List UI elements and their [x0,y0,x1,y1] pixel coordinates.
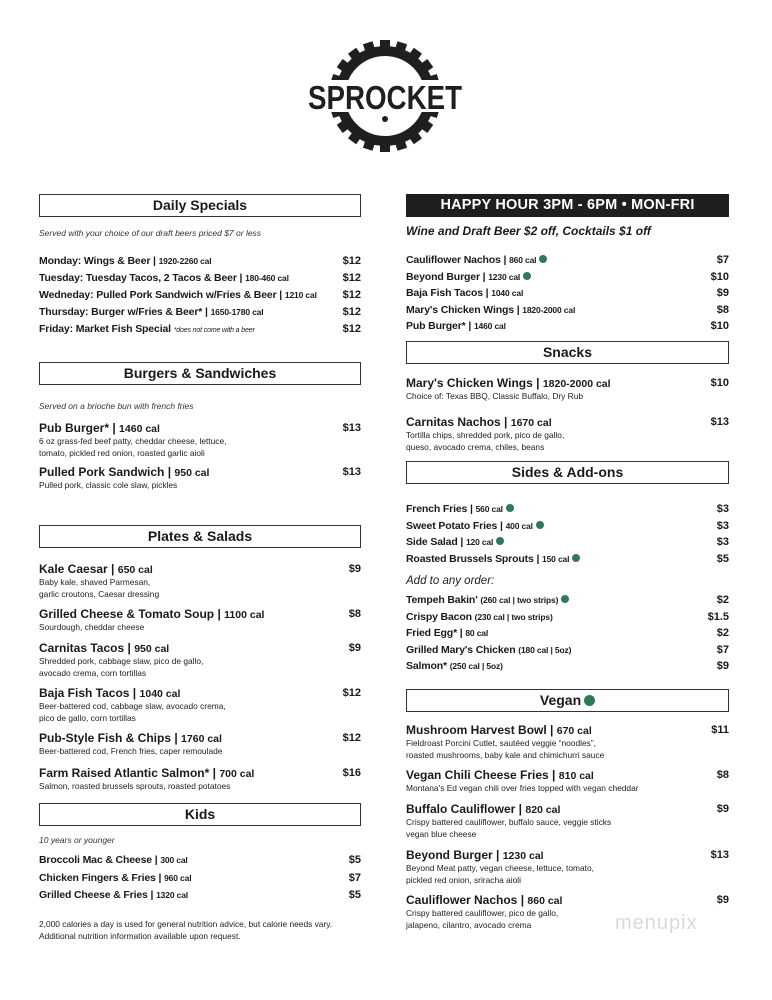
item-calories: 300 cal [160,855,188,865]
section-subtitle: Wine and Draft Beer $2 off, Cocktails $1 off [406,224,651,238]
item-title [406,502,695,516]
menu-item [406,848,729,886]
item-name: Thursday: Burger w/Fries & Beer* | [39,306,208,318]
item-title [39,853,327,867]
item-description: Salmon, roasted brussels sprouts, roasted potatoes [39,781,231,791]
section-subtitle: Served with your choice of our draft beers priced $7 or less [39,228,262,238]
item-price: $8 [716,769,729,781]
item-price: $12 [342,306,361,318]
section-subtitle: Add to any order: [406,575,495,587]
item-name: Tempeh Bakin' [406,594,478,606]
item-name: Sweet Potato Fries | [406,520,503,532]
item-price: $10 [710,320,729,332]
menu-item [406,643,729,657]
menu-item [406,768,729,795]
vegan-badge-icon [572,554,580,562]
item-description: Beer-battered cod, French fries, caper remoulade [39,746,223,756]
item-price: $12 [342,255,361,267]
item-title [406,303,695,317]
item-price: $9 [716,287,729,299]
item-description: Sourdough, cheddar cheese [39,622,145,632]
menu-item [39,421,361,459]
item-name: Beyond Burger | [406,271,486,283]
item-name: Vegan Chili Cheese Fries | [406,768,556,782]
menu-item [406,376,729,403]
menu-item [406,286,729,300]
item-description: roasted mushrooms, baby kale and chimichurri sauce [406,749,605,760]
item-name: Cauliflower Nachos | [406,893,525,907]
item-calories: 1460 cal [473,321,506,331]
item-name: Chicken Fingers & Fries | [39,872,162,884]
item-name: Fried Egg* | [406,627,463,639]
item-calories: 1670 cal [510,417,552,429]
item-calories: 400 cal [505,521,533,531]
item-price: $16 [342,767,361,779]
item-calories: 1760 cal [181,733,222,745]
item-price: $7 [716,254,729,266]
menu-item [406,593,729,607]
item-price: $2 [716,594,729,606]
item-description: Baby kale, shaved Parmesan, [39,577,151,587]
item-title [406,723,695,738]
item-description: Pulled pork, classic cole slaw, pickles [39,480,178,490]
item-title [39,288,327,302]
item-price: $8 [348,608,361,620]
section-header-daily-specials [39,194,361,217]
item-price: $12 [342,272,361,284]
item-description: tomato, pickled red onion, roasted garlic aioli [39,447,205,458]
section-title: Burgers & Sandwiches [123,365,277,381]
item-price: $9 [716,660,729,672]
menu-item [406,270,729,284]
item-calories: 1040 cal [139,688,181,700]
item-name: Pub Burger* | [406,320,472,332]
item-name: Crispy Bacon [406,611,472,623]
item-price: $12 [342,323,361,335]
item-calories: (260 cal | two strips) [480,595,559,605]
item-description: Montana's Ed vegan chili over fries topped with vegan cheddar [406,783,639,793]
item-description: pico de gallo, corn tortillas [39,712,136,723]
item-title [39,641,327,656]
item-calories: 1100 cal [224,609,265,621]
menu-item [406,303,729,317]
item-name: Friday: Market Fish Special [39,323,171,335]
item-calories: 1820-2000 cal [542,378,611,390]
item-title [406,643,695,657]
item-price: $2 [716,627,729,639]
item-description: Tortilla chips, shredded pork, pico de gallo, [406,430,565,440]
item-calories: 650 cal [117,564,153,576]
menu-item [39,607,361,634]
item-price: $7 [716,644,729,656]
item-title [39,686,327,701]
menu-item [406,319,729,333]
item-name: Farm Raised Atlantic Salmon* | [39,766,216,780]
item-calories: 150 cal [542,554,570,564]
watermark: menupix [615,912,698,934]
item-price: $12 [342,687,361,699]
menu-item [39,641,361,679]
item-price: $3 [716,520,729,532]
menu-item [406,253,729,267]
item-name: Grilled Cheese & Tomato Soup | [39,607,221,621]
menu-item [39,322,361,338]
section-title: Kids [184,806,216,822]
item-name: Kale Caesar | [39,562,115,576]
section-header-happy-hour-3pm-6pm-mon-fri [406,194,729,217]
item-calories: 1460 cal [119,423,160,435]
item-description: Shredded pork, cabbage slaw, pico de gallo, [39,656,204,666]
item-calories: 1820-2000 cal [522,305,576,315]
nutrition-footnote [39,918,332,942]
item-price: $13 [342,422,361,434]
item-title [406,376,695,391]
item-title [39,421,327,436]
item-name: Salmon* [406,660,447,672]
item-price: $13 [710,416,729,428]
menu-item [406,415,729,453]
item-title [406,893,695,908]
item-title [406,415,695,430]
section-title: Vegan [539,692,582,708]
item-price: $1.5 [707,611,729,623]
item-calories: 560 cal [475,504,503,514]
section-subtitle: 10 years or younger [39,835,115,845]
item-calories: 80 cal [465,628,489,638]
menu-item [406,610,729,624]
menu-item [39,465,361,492]
item-title [406,270,695,284]
sprocket-logo [305,38,465,154]
item-price: $11 [711,724,729,736]
menu-item [39,731,361,758]
item-calories: 950 cal [134,643,170,655]
menu-item [406,723,729,761]
item-name: Carnitas Tacos | [39,641,131,655]
section-header-kids [39,803,361,826]
item-title [406,659,695,673]
item-title [406,535,695,549]
item-price: $9 [348,642,361,654]
item-calories: 700 cal [219,768,255,780]
section-subtitle: Served on a brioche bun with french fries [39,401,194,411]
section-header-sides-add-ons [406,461,729,484]
item-name: Pub-Style Fish & Chips | [39,731,178,745]
item-name: Broccoli Mac & Cheese | [39,854,158,866]
item-price: $8 [716,304,729,316]
item-name: Side Salad | [406,536,464,548]
item-calories: 1230 cal [488,272,521,282]
item-description: Beer-battered cod, cabbage slaw, avocado crema, [39,701,226,711]
menu-item [39,853,361,867]
item-title [406,552,695,566]
item-name: Pub Burger* | [39,421,116,435]
vegan-badge-icon [584,695,595,706]
menu-item [39,271,361,285]
section-header-burgers-sandwiches [39,362,361,385]
item-calories: 120 cal [465,537,494,547]
section-header-plates-salads [39,525,361,548]
item-description: Crispy battered cauliflower, pico de gallo, [406,908,559,918]
item-calories: 820 cal [525,804,561,816]
item-name: Roasted Brussels Sprouts | [406,553,540,565]
section-header-snacks [406,341,729,364]
item-name: Mushroom Harvest Bowl | [406,723,554,737]
item-title [406,610,695,624]
section-title: Daily Specials [152,197,248,213]
item-price: $9 [716,894,729,906]
item-name: Tuesday: Tuesday Tacos, 2 Tacos & Beer | [39,272,243,284]
item-price: $3 [716,536,729,548]
item-calories: (180 cal | 5oz) [518,645,572,655]
item-description: vegan blue cheese [406,828,477,839]
item-title [39,888,327,902]
item-name: Mary's Chicken Wings | [406,376,540,390]
section-title: Snacks [542,344,593,360]
item-description: pickled red onion, sriracha aioli [406,874,521,885]
footnote-line: Additional nutrition information available upon request. [39,931,241,941]
item-name: French Fries | [406,503,473,515]
item-price: $5 [716,553,729,565]
item-price: $7 [348,872,361,884]
item-calories: 1320 cal [156,890,188,900]
item-price: $12 [342,732,361,744]
item-title [39,562,327,577]
item-name: Mary's Chicken Wings | [406,304,520,316]
item-description: Crispy battered cauliflower, buffalo sauce, veggie sticks [406,817,612,827]
vegan-badge-icon [539,255,547,263]
section-title: Sides & Add-ons [511,464,624,480]
item-calories: 1040 cal [491,288,524,298]
menu-item [39,871,361,885]
menu-item [39,686,361,724]
item-title [39,607,327,622]
item-calories: 860 cal [527,895,563,907]
item-calories: 1650-1780 cal [210,307,264,317]
item-calories: 860 cal [509,255,537,265]
item-title [406,286,695,300]
footnote-line: 2,000 calories a day is used for general nutrition advice, but calorie needs vary. [39,919,333,929]
item-description: queso, avocado crema, chiles, beans [406,441,545,452]
item-calories: 180-460 cal [245,273,289,283]
vegan-badge-icon [496,537,504,545]
item-price: $5 [348,854,361,866]
item-description: garlic croutons, Caesar dressing [39,588,160,599]
item-name: Buffalo Cauliflower | [406,802,523,816]
item-calories: 1210 cal [284,290,317,300]
item-title [39,254,327,268]
menu-item [406,502,729,516]
item-price: $9 [348,563,361,575]
vegan-badge-icon [536,521,544,529]
menu-item [39,288,361,302]
item-title [406,593,695,607]
item-name: Beyond Burger | [406,848,500,862]
item-name: Pulled Pork Sandwich | [39,465,172,479]
item-calories: 1230 cal [502,850,544,862]
menu-item [406,552,729,566]
vegan-badge-icon [561,595,569,603]
item-price: $13 [710,849,729,861]
menu-item [39,562,361,600]
item-price: $13 [342,466,361,478]
item-price: $10 [710,271,729,283]
menu-item [406,659,729,673]
item-price: $10 [710,377,729,389]
menu-item [406,519,729,533]
section-title: HAPPY HOUR 3PM - 6PM • MON-FRI [440,197,695,213]
item-calories: 950 cal [174,467,210,479]
item-calories: 670 cal [556,725,592,737]
item-name: Baja Fish Tacos | [406,287,489,299]
item-title [406,768,695,783]
item-name: Baja Fish Tacos | [39,686,137,700]
item-calories: 810 cal [558,770,594,782]
item-title [39,322,327,338]
item-price: $3 [716,503,729,515]
vegan-badge-icon [523,272,531,280]
item-title [39,871,327,885]
item-title [39,766,327,781]
section-title: Plates & Salads [147,528,253,544]
item-name: Cauliflower Nachos | [406,254,507,266]
item-description: Beyond Meat patty, vegan cheese, lettuce, tomato, [406,863,594,873]
vegan-badge-icon [506,504,514,512]
svg-text:SPROCKET: SPROCKET [308,79,462,116]
item-calories: 960 cal [164,873,192,883]
item-name: Monday: Wings & Beer | [39,255,156,267]
item-description: avocado crema, corn tortillas [39,667,147,678]
menu-item [39,766,361,793]
menu-item [406,626,729,640]
item-description: jalapeno, cilantro, avocado crema [406,919,532,930]
menu-item [406,535,729,549]
item-calories: (230 cal | two strips) [474,612,553,622]
item-name: Grilled Cheese & Fries | [39,889,154,901]
item-price: $5 [348,889,361,901]
item-name: Carnitas Nachos | [406,415,508,429]
item-description: Choice of: Texas BBQ, Classic Buffalo, Dry Rub [406,391,584,401]
item-title [39,305,327,319]
item-title [406,319,695,333]
item-title [406,519,695,533]
item-description: 6 oz grass-fed beef patty, cheddar cheese, lettuce, [39,436,227,446]
section-header-vegan [406,689,729,712]
item-calories: 1920-2260 cal [158,256,212,266]
item-description: Fieldroast Porcini Cutlet, sautéed veggie “noodles”, [406,738,596,748]
item-title [406,253,695,267]
item-title [406,626,695,640]
menu-item [406,802,729,840]
item-title [39,271,327,285]
item-price: $12 [342,289,361,301]
item-note: *does not come with a beer [173,327,255,334]
item-title [39,731,327,746]
item-name: Wedneday: Pulled Pork Sandwich w/Fries & Beer | [39,289,283,301]
item-price: $9 [716,803,729,815]
menu-item [39,305,361,319]
item-title [39,465,327,480]
item-calories: (250 cal | 5oz) [449,661,503,671]
menu-item [39,888,361,902]
item-title [406,802,695,817]
menu-item [39,254,361,268]
item-name: Grilled Mary's Chicken [406,644,516,656]
item-title [406,848,695,863]
